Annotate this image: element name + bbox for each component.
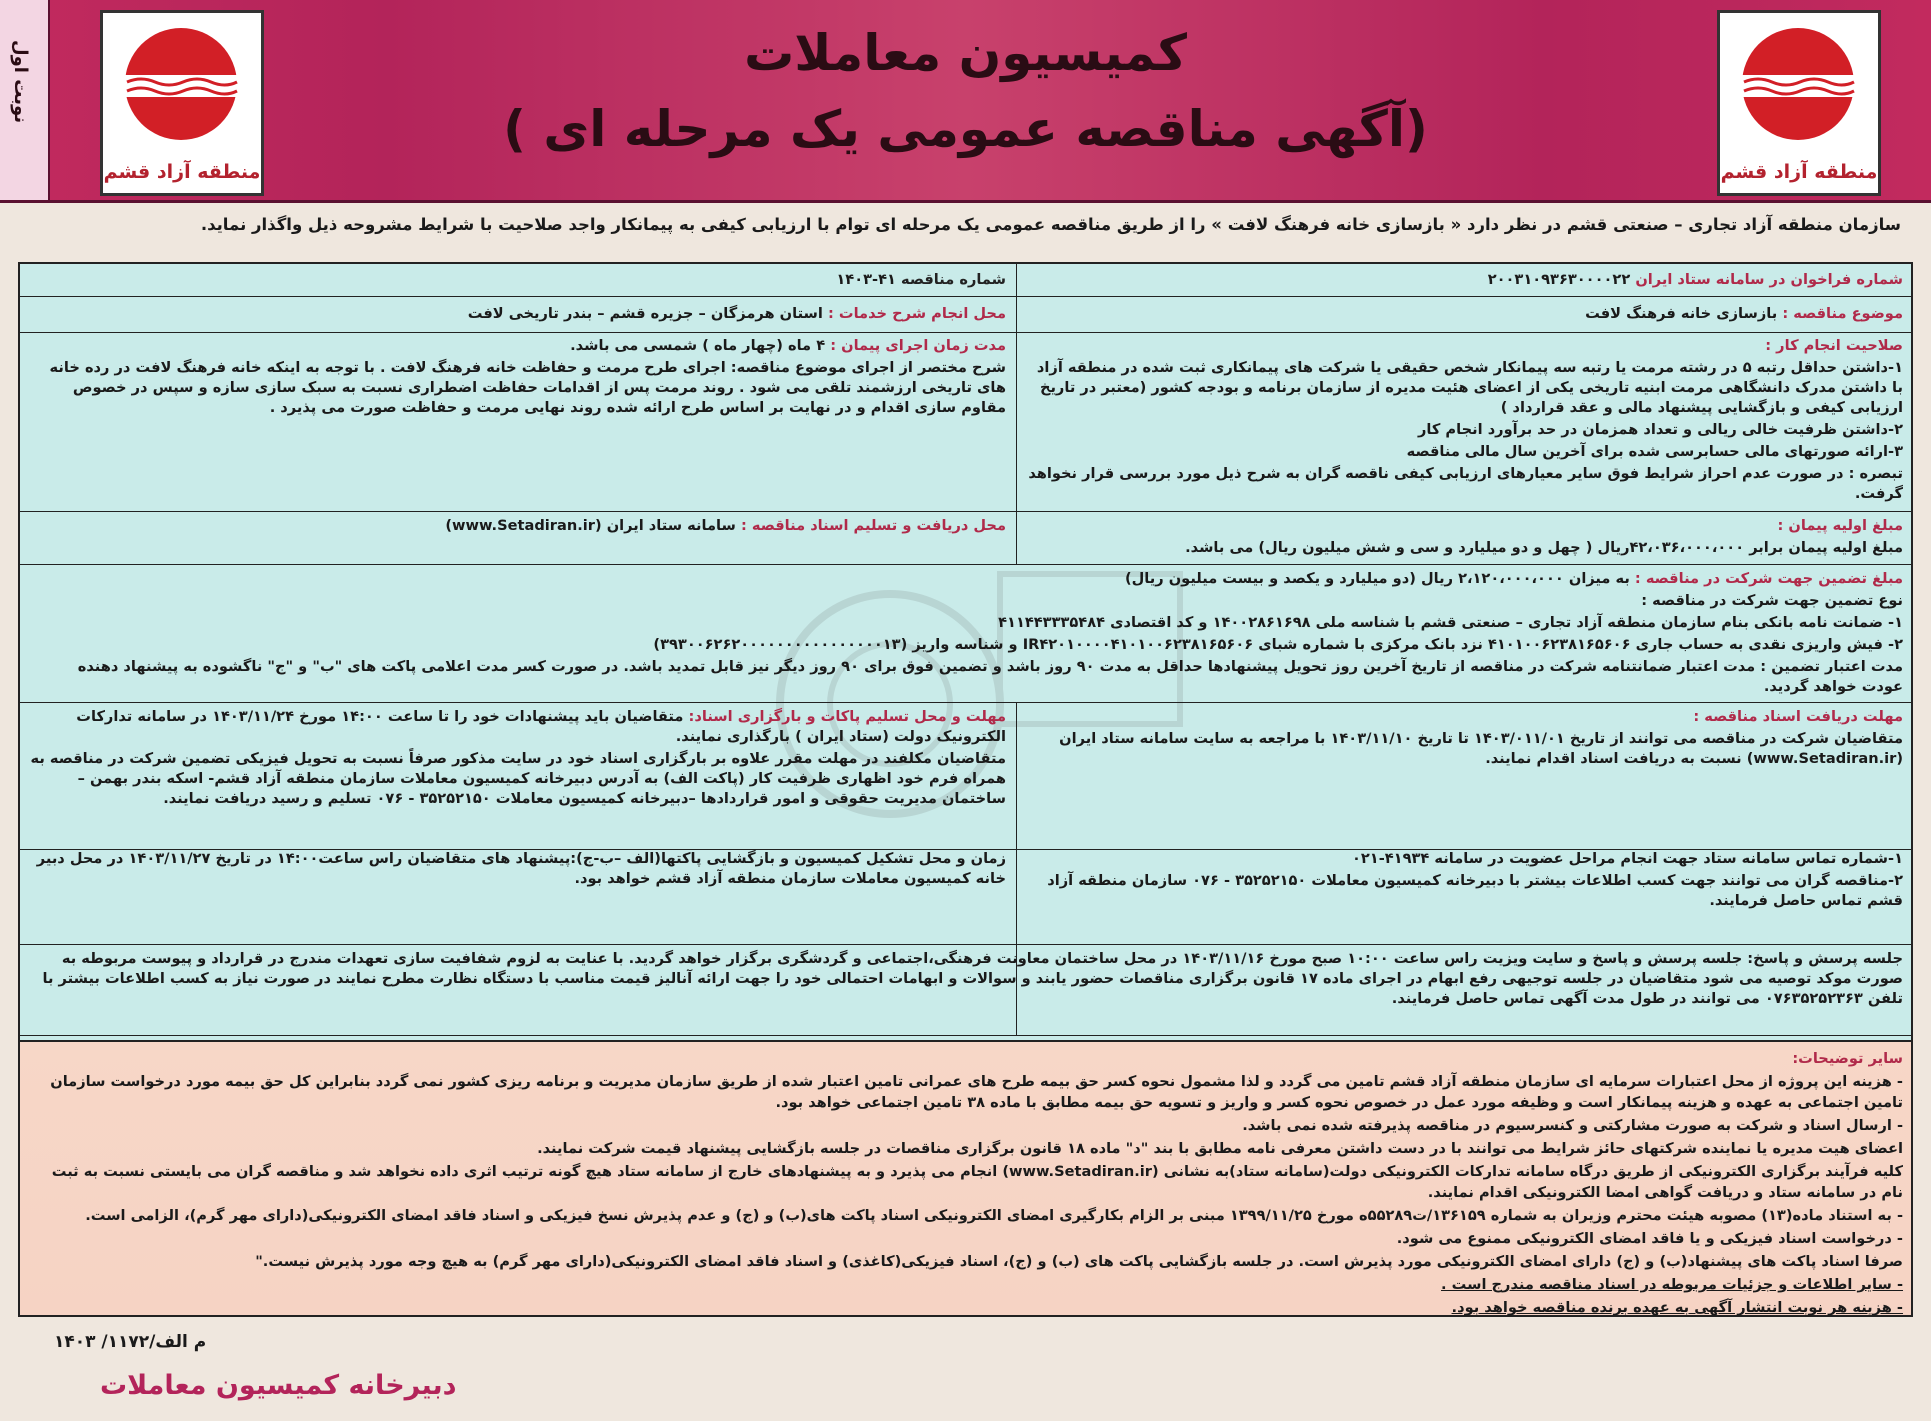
initial-amount-value: مبلغ اولیه پیمان برابر ۴۲،۰۳۶،۰۰۰،۰۰۰ریال ( چهل و دو میلیارد و سی و شش میلیون ریال) می باشد.: [1185, 539, 1903, 556]
intro-text: سازمان منطقه آزاد تجاری – صنعتی قشم در نظر دارد « بازسازی خانه فرهنگ لافت » را از طریق مناقصه عمومی یک مرحله ای توام با ارزیابی کیفی به پیمانکار واجد صلاحیت با شرایط مشروحه ذیل واگذار نماید.: [200, 215, 1901, 234]
location-row: [26, 304, 1006, 324]
tender-number-label: شماره مناقصه: [901, 271, 1006, 288]
qualification-line-3: ۳-ارائه صورتهای مالی حسابرسی شده برای آخرین سال مالی مناقصه: [1406, 443, 1903, 460]
subject-row: [1023, 304, 1903, 324]
contacts-cell: [1021, 849, 1903, 913]
location-value: استان هرمزگان – جزیره قشم – بندر تاریخی لافت: [467, 305, 823, 322]
note-line-4: کلیه فرآیند برگزاری الکترونیکی از طریق درگاه سامانه تدارکات الکترونیکی دولت(سامانه ستاد)به نشانی (www.Setadiran.ir) انجام می پذیرد و به پیشنهادهای خارج از سامانه ستاد هیچ گونه ترتیب اثری داده نخواهد شد و مناقصه گران می بایستی نسبت به ثبت نام در سامانه ستاد و دریافت گواهی امضا الکترونیکی اقدام نمایند.: [51, 1163, 1903, 1201]
ad-title: کمیسیون معاملات: [744, 24, 1187, 82]
ad-header: [0, 0, 1931, 203]
docs-deadline-row: [1021, 707, 1903, 771]
qualification-cell: [1021, 336, 1903, 506]
guarantee-value: به میزان ۲،۱۲۰،۰۰۰،۰۰۰ ریال (دو میلیارد و یکصد و بیست میلیون ریال): [1124, 570, 1630, 587]
location-label: محل انجام شرح خدمات :: [828, 305, 1006, 322]
qeshm-emblem-icon: [119, 25, 243, 143]
subject-label: موضوع مناقصه :: [1782, 305, 1903, 322]
secretariat-signature: دبیرخانه کمیسیون معاملات: [100, 1370, 457, 1401]
details-table: [18, 262, 1913, 1317]
ad-footer: [30, 1330, 1901, 1410]
qa-session-cell: [33, 949, 1903, 1011]
note-line-8: - سایر اطلاعات و جزئیات مربوطه در اسناد مناقصه مندرج است .: [1441, 1276, 1903, 1293]
logo-text: منطقه آزاد قشم: [1720, 161, 1878, 183]
qualification-note: تبصره : در صورت عدم احراز شرایط فوق سایر معیارهای ارزیابی کیفی ناقصه گران به شرح ذیل مورد بررسی قرار نخواهد گرفت.: [1028, 465, 1903, 502]
other-notes-section: [20, 1040, 1911, 1315]
subject-value: بازسازی خانه فرهنگ لافت: [1585, 305, 1778, 322]
note-line-1: - هزینه این پروژه از محل اعتبارات سرمایه ای سازمان منطقه آزاد قشم تامین می گردد و لذا مشمول نحوه کسر حق بیمه طرح های عمرانی تامین اعتبار شده از طریق سازمان مدیریت و برنامه ریزی کشور نمی گردد بنابراین کل حق بیمه مورد درخواست سازمان تامین اجتماعی به عهده و هزینه پیمانکار است و وظیفه مورد عمل در خصوص نحوه کسر و واریز و تسویه حق بیمه مطابق با ماده ۳۸ تامین اجتماعی خواهد بود.: [50, 1073, 1903, 1111]
tender-number-value: ۴۱-۱۴۰۳: [836, 271, 896, 288]
guarantee-label: مبلغ تضمین جهت شرکت در مناقصه :: [1634, 570, 1903, 587]
duration-description: شرح مختصر از اجرای موضوع مناقصه: اجرای طرح مرمت و حفاظت خانه فرهنگ لافت . با توجه به اینکه خانه فرهنگ لافت در رده خانه های تاریخی ارزشمند تلقی می شود . روند مرمت پس از اقدامات حفاظت اضطراری نسبت به سبک سازی سازه و سپس در خصوص مقاوم سازی اقدام و در نهایت بر اساس طرح ارائه شده روند نهایی مرمت و حفاظت صورت می پذیرد .: [49, 359, 1006, 416]
qeshm-logo-right: [1717, 10, 1881, 196]
submission-extra: متقاضیان مکلفند در مهلت مقرر علاوه بر بارگزاری اسناد خود در سایت مذکور صرفاً نسبت به تحویل فیزیکی تضمین شرکت در مناقصه به همراه فرم خود اظهاری ظرفیت کار (پاکت الف) به آدرس دبیرخانه کمیسیون معاملات سازمان منطقه آزاد قشم- اسکه بندر بهمن –ساختمان مدیریت حقوقی و امور قراردادها –دبیرخانه کمیسیون معاملات ۳۵۲۵۲۱۵۰ - ۰۷۶ تسلیم و رسید دریافت نمایند.: [30, 750, 1006, 807]
qeshm-logo-left: [100, 10, 264, 196]
guarantee-cell: [33, 569, 1903, 699]
call-number-label: شماره فراخوان در سامانه ستاد ایران: [1635, 271, 1903, 288]
reference-number: م الف/۱۱۷۲/ ۱۴۰۳: [54, 1332, 207, 1352]
docs-place-value: سامانه ستاد ایران (www.Setadiran.ir): [445, 517, 736, 534]
ad-subtitle: (آگهی مناقصه عمومی یک مرحله ای ): [503, 100, 1428, 158]
duration-cell: [26, 336, 1006, 420]
initial-amount-row: [1021, 516, 1903, 560]
qa-session-text: جلسه پرسش و پاسخ: جلسه پرسش و پاسخ و سایت ویزیت راس ساعت ۱۰:۰۰ صبح مورخ ۱۴۰۳/۱۱/۱۶ در محل ساختمان معاونت فرهنگی،اجتماعی و گردشگری برگزار خواهد گردید. با عنایت به لزوم شفافیت سازی تعهدات مندرج در قرارداد و پیوست مربوطه به صورت موکد توصیه می شود متقاضیان در جلسه توجیهی رفع ابهام در اجرای ماده ۱۷ قانون برگزاری مناقصات حضور یابند و سوالات و ابهامات احتمالی خود را جهت ارائه آنالیز قیمت مناسب با دستگاه نظارت مطرح نمایند در صورت نیاز به کسب اطلاعات بیشتر با تلفن ۰۷۶۳۵۲۵۲۳۶۳ می توانند در طول مدت آگهی تماس حاصل فرمایند.: [42, 950, 1903, 1007]
note-line-5: - به استناد ماده(۱۳) مصوبه هیئت محترم وزیران به شماره ۱۳۶۱۵۹/ت۵۵۲۸۹ه مورخ ۱۳۹۹/۱۱/۲۵ مبنی بر الزام بکارگیری امضای الکترونیکی اسناد پاکت های(ب) و (ج) و عدم پذیرش نسخ فیزیکی و اسناد فاقد امضای الکترونیکی(دارای مهر گرم)، الزامی است.: [85, 1207, 1903, 1224]
docs-deadline-value: متقاضیان شرکت در مناقصه می توانند از تاریخ ۱۴۰۳/۰۱۱/۰۱ تا تاریخ ۱۴۰۳/۱۱/۱۰ با مراجعه به سایت سامانه ستاد ایران (www.Setadiran.ir) نسبت به دریافت اسناد اقدام نمایند.: [1059, 730, 1903, 767]
notes-label: سایر توضیحات:: [1792, 1050, 1903, 1067]
docs-deadline-label: مهلت دریافت اسناد مناقصه :: [1693, 708, 1903, 725]
opening-cell: [26, 849, 1006, 891]
call-number-value: ۲۰۰۳۱۰۹۳۶۳۰۰۰۰۲۲: [1487, 271, 1631, 288]
contact-line-1: ۱-شماره تماس سامانه ستاد جهت انجام مراحل عضویت در سامانه ۴۱۹۳۴-۰۲۱: [1351, 850, 1903, 867]
note-line-3: اعضای هیت مدیره یا نماینده شرکتهای حائز شرایط می توانند با در دست داشتن معرفی نامه مطابق با بند "د" ماده ۱۸ قانون برگزاری مناقصات در جلسه بازگشایی پیشنهاد قیمت شرکت نمایند.: [537, 1140, 1903, 1157]
note-line-2: - ارسال اسناد و شرکت به صورت مشارکتی و کنسرسیوم در مناقصه پذیرفته شده نمی باشد.: [1242, 1117, 1903, 1134]
note-line-6: - درخواست اسناد فیزیکی و یا فاقد امضای الکترونیکی ممنوع می شود.: [1396, 1230, 1903, 1247]
note-line-7: صرفا اسناد پاکت های پیشنهاد(ب) و (ج) دارای امضای الکترونیکی مورد پذیرش است. در جلسه بازگشایی پاکت های (ب) و (ج)، اسناد فیزیکی(کاغذی) و اسناد فاقد امضای الکترونیکی(دارای مهر گرم) به هیچ وجه مورد پذیرش نیست.": [255, 1253, 1903, 1270]
tender-number-row: [26, 270, 1006, 290]
submission-cell: [26, 707, 1006, 811]
docs-place-label: محل دریافت و تسلیم اسناد مناقصه :: [740, 517, 1006, 534]
qualification-label: صلاحیت انجام کار :: [1765, 337, 1903, 354]
publication-tab: [0, 0, 50, 200]
duration-label: مدت زمان اجرای پیمان :: [830, 337, 1006, 354]
opening-text: زمان و محل تشکیل کمیسیون و بازگشایی پاکتها(الف –ب-ج):پیشنهاد های متقاضیان راس ساعت۱۴:۰۰ در تاریخ ۱۴۰۳/۱۱/۲۷ در محل دبیر خانه کمیسیون معاملات سازمان منطقه آزاد قشم خواهد بود.: [36, 850, 1006, 887]
docs-place-row: [26, 516, 1006, 536]
contact-line-2: ۲-مناقصه گران می توانند جهت کسب اطلاعات بیشتر با دبیرخانه کمیسیون معاملات ۳۵۲۵۲۱۵۰ - ۰۷۶ سازمان منطقه آزاد قشم تماس حاصل فرمایند.: [1047, 872, 1903, 909]
submission-label: مهلت و محل تسلیم پاکات و بارگزاری اسناد:: [688, 708, 1006, 725]
guarantee-validity: مدت اعتبار تضمین : مدت اعتبار ضمانتنامه شرکت در مناقصه از تاریخ آخرین روز تحویل پیشنهادها حداقل به مدت ۹۰ روز باشد و تضمین فوق برای ۹۰ روز دیگر نیز قابل تمدید باشد. در صورت کسر مدت اعلامی پاکت های "ب" و "ج" ناگشوده به پیشنهاد دهنده عودت خواهد گردید.: [77, 658, 1903, 695]
guarantee-type-1: ۱- ضمانت نامه بانکی بنام سازمان منطقه آزاد تجاری – صنعتی قشم با شناسه ملی ۱۴۰۰۲۸۶۱۶۹۸ و کد اقتصادی ۴۱۱۴۴۳۳۳۵۴۸۴: [998, 614, 1903, 631]
duration-value: ۴ ماه (چهار ماه ) شمسی می باشد.: [570, 337, 826, 354]
notes-cell: [33, 1048, 1903, 1320]
guarantee-types-title: نوع تضمین جهت شرکت در مناقصه :: [1641, 592, 1903, 609]
side-tab-text: نوبت اول: [10, 40, 31, 124]
call-number-row: [1023, 270, 1903, 290]
logo-text: منطقه آزاد قشم: [103, 161, 261, 183]
note-line-9: - هزینه هر نوبت انتشار آگهی به عهده برنده مناقصه خواهد بود.: [1451, 1299, 1903, 1316]
qeshm-emblem-icon: [1736, 25, 1860, 143]
submission-value: متقاضیان باید پیشنهادات خود را تا ساعت ۱۴:۰۰ مورخ ۱۴۰۳/۱۱/۲۴ در سامانه تدارکات الکترونیک دولت (ستاد ایران ) بارگذاری نمایند.: [76, 708, 1006, 745]
guarantee-type-2: ۲- فیش واریزی نقدی به حساب جاری ۴۱۰۱۰۰۶۲۳۸۱۶۵۶۰۶ نزد بانک مرکزی با شماره شبای IR۴۲۰۱۰۰۰۰۴۱۰۱۰۰۶۲۳۸۱۶۵۶۰۶ و شناسه واریز (۳۹۳۰۰۶۲۶۲۰۰۰۰۰۰۰۰۰۰۰۰۰۰۰۰۱۳): [653, 636, 1903, 653]
initial-amount-label: مبلغ اولیه پیمان :: [1777, 517, 1903, 534]
qualification-line-2: ۲-داشتن ظرفیت خالی ریالی و تعداد همزمان در حد برآورد انجام کار: [1417, 421, 1903, 438]
qualification-line-1: ۱-داشتن حداقل رتبه ۵ در رشته مرمت یا رتبه سه پیمانکار شخص حقیقی یا شرکت های پیمانکاری ثبت شده در منطقه آزاد با داشتن مدرک دانشگاهی مرمت ابنیه تاریخی یکی از اعضای هئیت مدیره از سازمان برنامه و بودجه کشور (معتبر در تاریخ ارزیابی کیفی و بازگشایی پیشنهاد مالی و عقد قرارداد ): [1036, 359, 1903, 416]
